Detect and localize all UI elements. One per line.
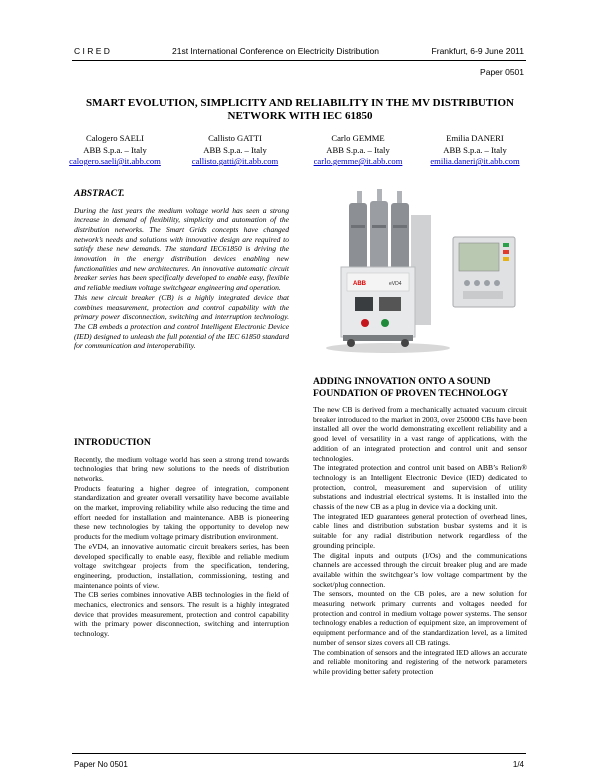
title-line-1: SMART EVOLUTION, SIMPLICITY AND RELIABILITY IN THE MV DISTRIBUTION: [86, 97, 514, 109]
author-email-link[interactable]: calogero.saeli@it.abb.com: [69, 156, 161, 166]
body-paragraph: The integrated protection and control unit based on ABB’s Relion® technology is an Intelligent Electronic Device (IED) dedicated to protection, control, measurement and supervision of utility substations and industrial electrical systems. It is installed into the chassis of the new CB as a plug in device via a docking unit.: [313, 463, 527, 512]
body-paragraph: The sensors, mounted on the CB poles, are a new solution for measuring network primary currents and voltages needed for protection and control in medium voltage power systems. The sensor technology enables a reduction of equipment size, an improvement of equipment performance and of the standardization level, as a limited number of sensor sizes covers all CB ratings.: [313, 589, 527, 647]
body-paragraph: The CB series combines innovative ABB technologies in the field of mechanics, electronics and sensors. The result is a highly integrated device that provides measurement, protection and control capability with the primary power disconnection, switching and interruption technology.: [74, 590, 289, 639]
circuit-breaker-photo: [313, 185, 523, 355]
body-paragraph: Recently, the medium voltage world has seen a strong trend towards technologies that bring new solutions to the needs of distribution networks.: [74, 454, 289, 483]
author-name: Calogero SAELI: [86, 133, 144, 143]
conference-date: Frankfurt, 6-9 June 2011: [431, 46, 524, 56]
introduction-heading: INTRODUCTION: [74, 437, 151, 448]
author-email-link[interactable]: emilia.daneri@it.abb.com: [430, 156, 520, 166]
author-affiliation: ABB S.p.a. – Italy: [326, 144, 390, 155]
body-paragraph: The digital inputs and outputs (I/Os) and the communications channels are accessed through the circuit breaker plug and are made available within the switchgear’s low voltage compartment by the socket/plug connection.: [313, 550, 527, 589]
footer-divider: [72, 753, 526, 754]
section-adding-innovation: [313, 376, 527, 677]
conference-acronym: C I R E D: [74, 46, 110, 56]
footer-paper-number: Paper No 0501: [74, 760, 128, 769]
body-paragraph: The new CB is derived from a mechanically actuated vacuum circuit breaker introduced to the market in 2003, over 250000 CBs have been installed all over the world demonstrating excellent reliability and a good level of versatility in a vast range of applications, with the addition of an integrated protection and control unit and sensor technologies.: [313, 405, 527, 463]
author-2: [180, 133, 290, 168]
author-name: Callisto GATTI: [208, 133, 262, 143]
author-name: Carlo GEMME: [331, 133, 385, 143]
page-number: 1/4: [512, 760, 524, 769]
paper-title: [80, 97, 520, 123]
author-1: [60, 133, 170, 168]
section-heading-line: FOUNDATION OF PROVEN TECHNOLOGY: [313, 387, 509, 399]
abstract-paragraph: During the last years the medium voltage world has seen a strong increase in demand of flexibility, simplicity and automation of the distribution networks. The Smart Grids concepts have changed network’s needs and solutions with innovative design are required to satisfy these new demands. The standard IEC61850 is driving the innovation in the energy distribution devices enabling new functionalities and new architectures. An innovative automatic circuit breaker series has been specifically developed to enable easy, flexible and reliable medium voltage switchgear engineering and operation.: [74, 205, 289, 293]
conference-name: 21st International Conference on Electricity Distribution: [172, 46, 379, 56]
abstract-paragraph: This new circuit breaker (CB) is a highly integrated device that combines measurement, protection and control capability with the primary power disconnection, switching and interruption technology. The CB embeds a protection and control Intelligent Electronic Device (IED) designed to unleash the full potential of the IEC 61850 standard for communication and interoperability.: [74, 292, 289, 351]
author-4: [420, 133, 530, 168]
model-label: eVD4: [389, 281, 402, 287]
author-email-link[interactable]: callisto.gatti@it.abb.com: [191, 156, 279, 166]
author-name: Emilia DANERI: [446, 133, 504, 143]
author-3: [303, 133, 413, 168]
author-affiliation: ABB S.p.a. – Italy: [443, 144, 507, 155]
section-heading-line: ADDING INNOVATION ONTO A SOUND: [313, 376, 491, 387]
abstract-section: [74, 188, 289, 351]
abstract-heading: ABSTRACT.: [74, 188, 125, 199]
author-affiliation: ABB S.p.a. – Italy: [83, 144, 147, 155]
author-affiliation: ABB S.p.a. – Italy: [203, 144, 267, 155]
header-divider: [72, 60, 526, 61]
body-paragraph: Products featuring a higher degree of integration, component standardization and greater overall versatility have become available on the market, improving reliability while also reducing the time and effort needed for installation and maintenance. ABB is pioneering these new technologies by taking the opportunity to develop new products for the medium voltage primary distribution environment.: [74, 483, 289, 542]
section-heading: [313, 376, 527, 399]
body-paragraph: The eVD4, an innovative automatic circuit breakers series, has been developed specifically to enable easy, flexible and reliable medium voltage switchgear projects from the specification, tendering, engineering, production, installation, commissioning, testing and maintenance points of view.: [74, 541, 289, 590]
paper-number: Paper 0501: [480, 67, 524, 77]
body-paragraph: The combination of sensors and the integrated IED allows an accurate and reliable monitoring and registering of the network parameters while providing better safety protection: [313, 647, 527, 676]
introduction-section: [74, 437, 289, 639]
author-email-link[interactable]: carlo.gemme@it.abb.com: [313, 156, 403, 166]
title-line-2: NETWORK WITH IEC 61850: [227, 110, 373, 122]
body-paragraph: The integrated IED guarantees general protection of overhead lines, cable lines and distribution substation busbar systems and it is suitable for any radial distribution network regardless of the grounding principle.: [313, 511, 527, 550]
abb-logo: ABB: [353, 281, 366, 287]
